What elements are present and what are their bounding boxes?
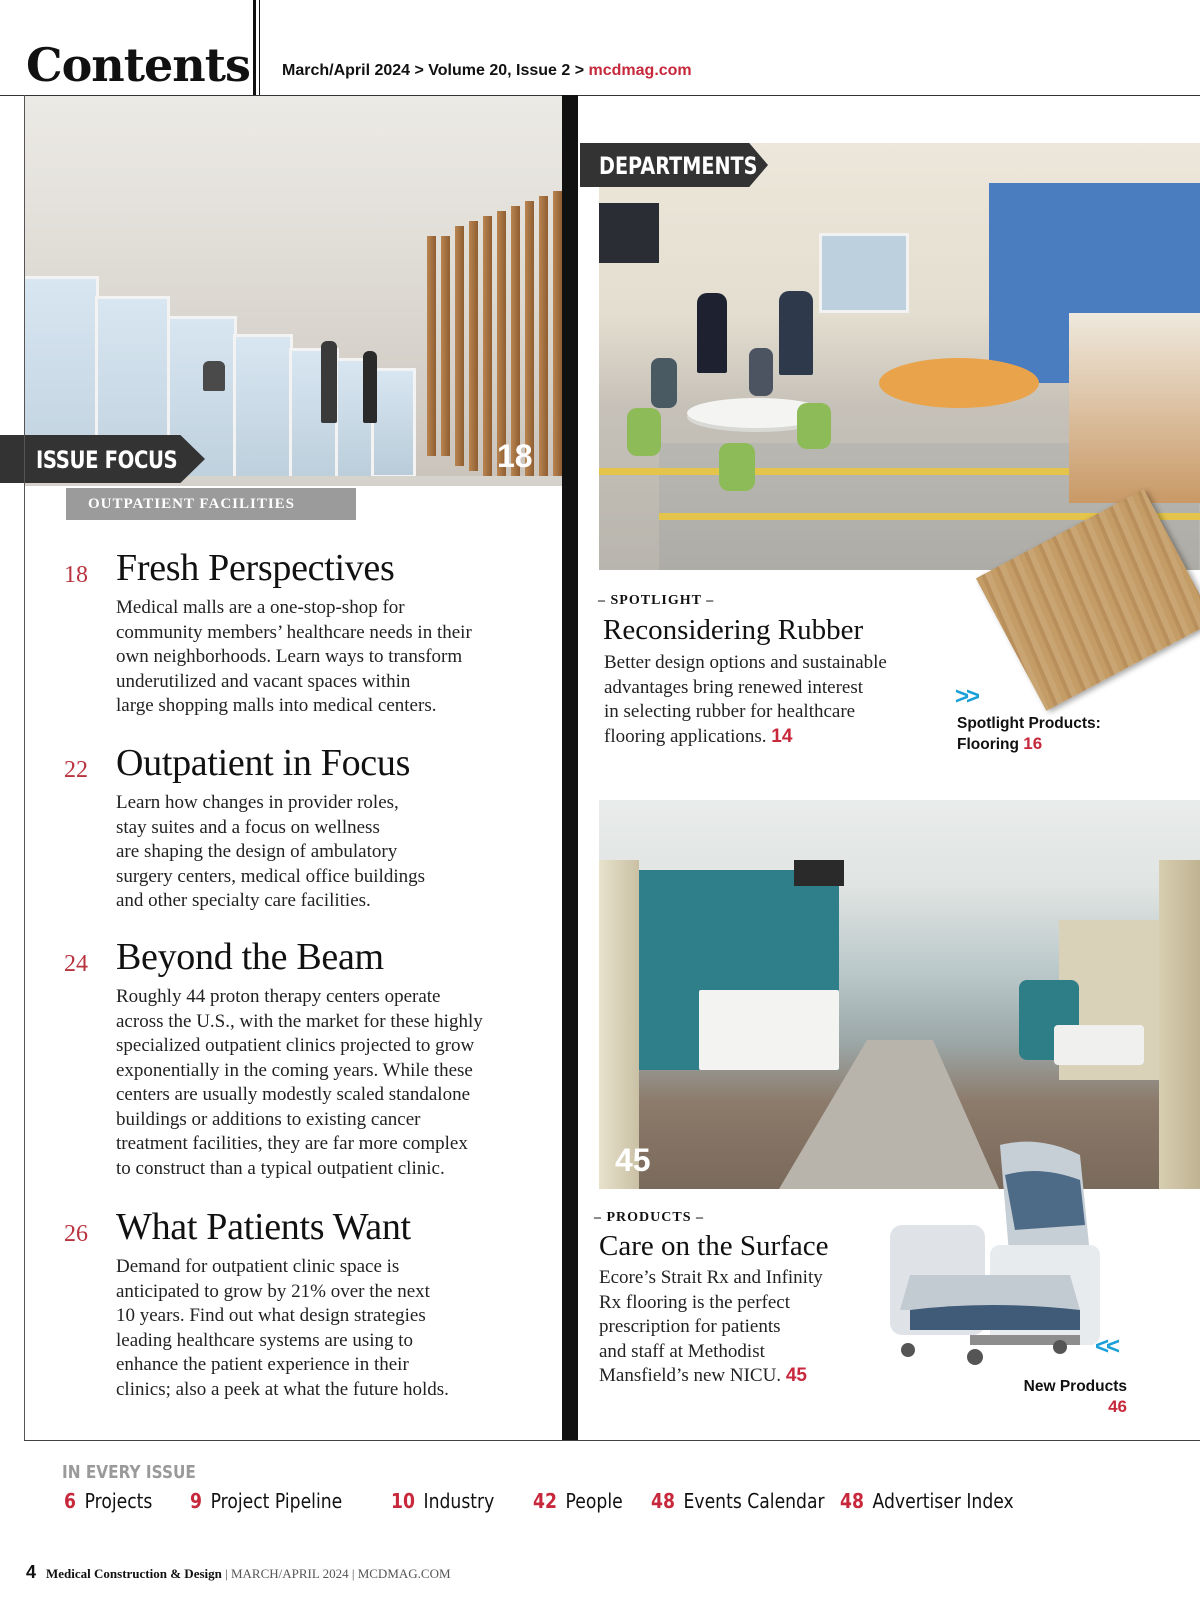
chevron-left-icon: <<: [1095, 1333, 1118, 1360]
every-issue-item[interactable]: 42 People: [533, 1489, 623, 1513]
issue-volume: March/April 2024 > Volume 20, Issue 2 >: [282, 62, 589, 79]
products-page-number: 45: [785, 1365, 807, 1386]
issue-info: [282, 62, 692, 80]
section-banner-label: OUTPATIENT FACILITIES: [88, 496, 296, 512]
article-page-number: 24: [64, 951, 88, 977]
article-title[interactable]: Fresh Perspectives: [116, 547, 395, 589]
every-issue-item[interactable]: 9 Project Pipeline: [190, 1489, 343, 1513]
issue-focus-label: ISSUE FOCUS: [36, 446, 178, 474]
products-title[interactable]: Care on the Surface: [599, 1230, 829, 1262]
site-link[interactable]: mcdmag.com: [588, 62, 692, 79]
column-divider: [562, 95, 578, 1440]
magazine-name: Medical Construction & Design: [46, 1566, 222, 1581]
article-page-number: 26: [64, 1221, 88, 1247]
products-summary: Ecore’s Strait Rx and Infinity Rx flooring is the perfect prescription for patients and staff at Methodist Mansfield’s new NICU. 45: [599, 1267, 823, 1386]
products-kicker: – PRODUCTS –: [594, 1210, 705, 1225]
nicu-photo-page-number: 45: [615, 1142, 651, 1178]
recliner-chair-image: [890, 1135, 1120, 1370]
spotlight-title[interactable]: Reconsidering Rubber: [603, 614, 864, 646]
lobby-photo: [25, 96, 562, 486]
every-issue-item[interactable]: 10 Industry: [391, 1489, 495, 1513]
every-issue-item[interactable]: 6 Projects: [64, 1489, 153, 1513]
page-title: Contents: [26, 38, 250, 92]
bottom-rule: [24, 1440, 1200, 1441]
spotlight-page-number: 14: [771, 725, 793, 747]
chevron-right-icon: >>: [955, 683, 978, 710]
header-divider: [253, 0, 256, 95]
left-margin-rule: [24, 95, 25, 1440]
spotlight-products-link[interactable]: Spotlight Products: Flooring 16: [957, 715, 1101, 753]
article-title[interactable]: What Patients Want: [116, 1206, 411, 1248]
new-products-page: 46: [1108, 1397, 1127, 1416]
spotlight-kicker: – SPOTLIGHT –: [598, 593, 715, 608]
every-issue-item[interactable]: 48 Events Calendar: [651, 1489, 825, 1513]
footer-details: | MARCH/APRIL 2024 | MCDMAG.COM: [221, 1566, 451, 1581]
article-title[interactable]: Beyond the Beam: [116, 936, 384, 978]
spotlight-products-page: 16: [1023, 734, 1043, 753]
spotlight-summary: Better design options and sustainable advantages bring renewed interest in selecting rubber for healthcare flooring applications. 14: [604, 652, 887, 747]
departments-label: DEPARTMENTS: [599, 152, 758, 180]
nicu-photo: [599, 800, 1200, 1189]
in-every-issue-heading: IN EVERY ISSUE: [62, 1462, 196, 1483]
folio: 4: [26, 1562, 37, 1582]
new-products-link[interactable]: New Products 46: [1017, 1377, 1127, 1417]
page-footer: [26, 1562, 451, 1583]
article-page-number: 18: [64, 562, 88, 588]
article-title[interactable]: Outpatient in Focus: [116, 742, 411, 784]
article-summary: Learn how changes in provider roles, stay suites and a focus on wellness are shaping the design of ambulatory surgery centers, medical office buildings and other specialty care facilities.: [116, 792, 426, 911]
article-summary: Demand for outpatient clinic space is anticipated to grow by 21% over the next 10 years. Find out what design strategies leading healthcare systems are using to enhance the patient experience in their clinics; also a peek at what the future holds.: [116, 1256, 449, 1400]
every-issue-item[interactable]: 48 Advertiser Index: [840, 1489, 1014, 1513]
article-summary: Medical malls are a one-stop-shop for community members’ healthcare needs in their own neighborhoods. Learn ways to transform underutilized and vacant spaces within large shopping malls into medical centers.: [116, 597, 472, 716]
article-page-number: 22: [64, 757, 88, 783]
lobby-photo-page-number: 18: [497, 438, 533, 474]
article-summary: Roughly 44 proton therapy centers operate across the U.S., with the market for these highly specialized outpatient clinics projected to grow exponentially in the coming years. While these centers are usually modestly scaled standalone buildings or additions to existing cancer treatment facilities, they are far more complex to construct than a typical outpatient clinic.: [116, 986, 483, 1179]
header-divider-thin: [259, 0, 260, 95]
